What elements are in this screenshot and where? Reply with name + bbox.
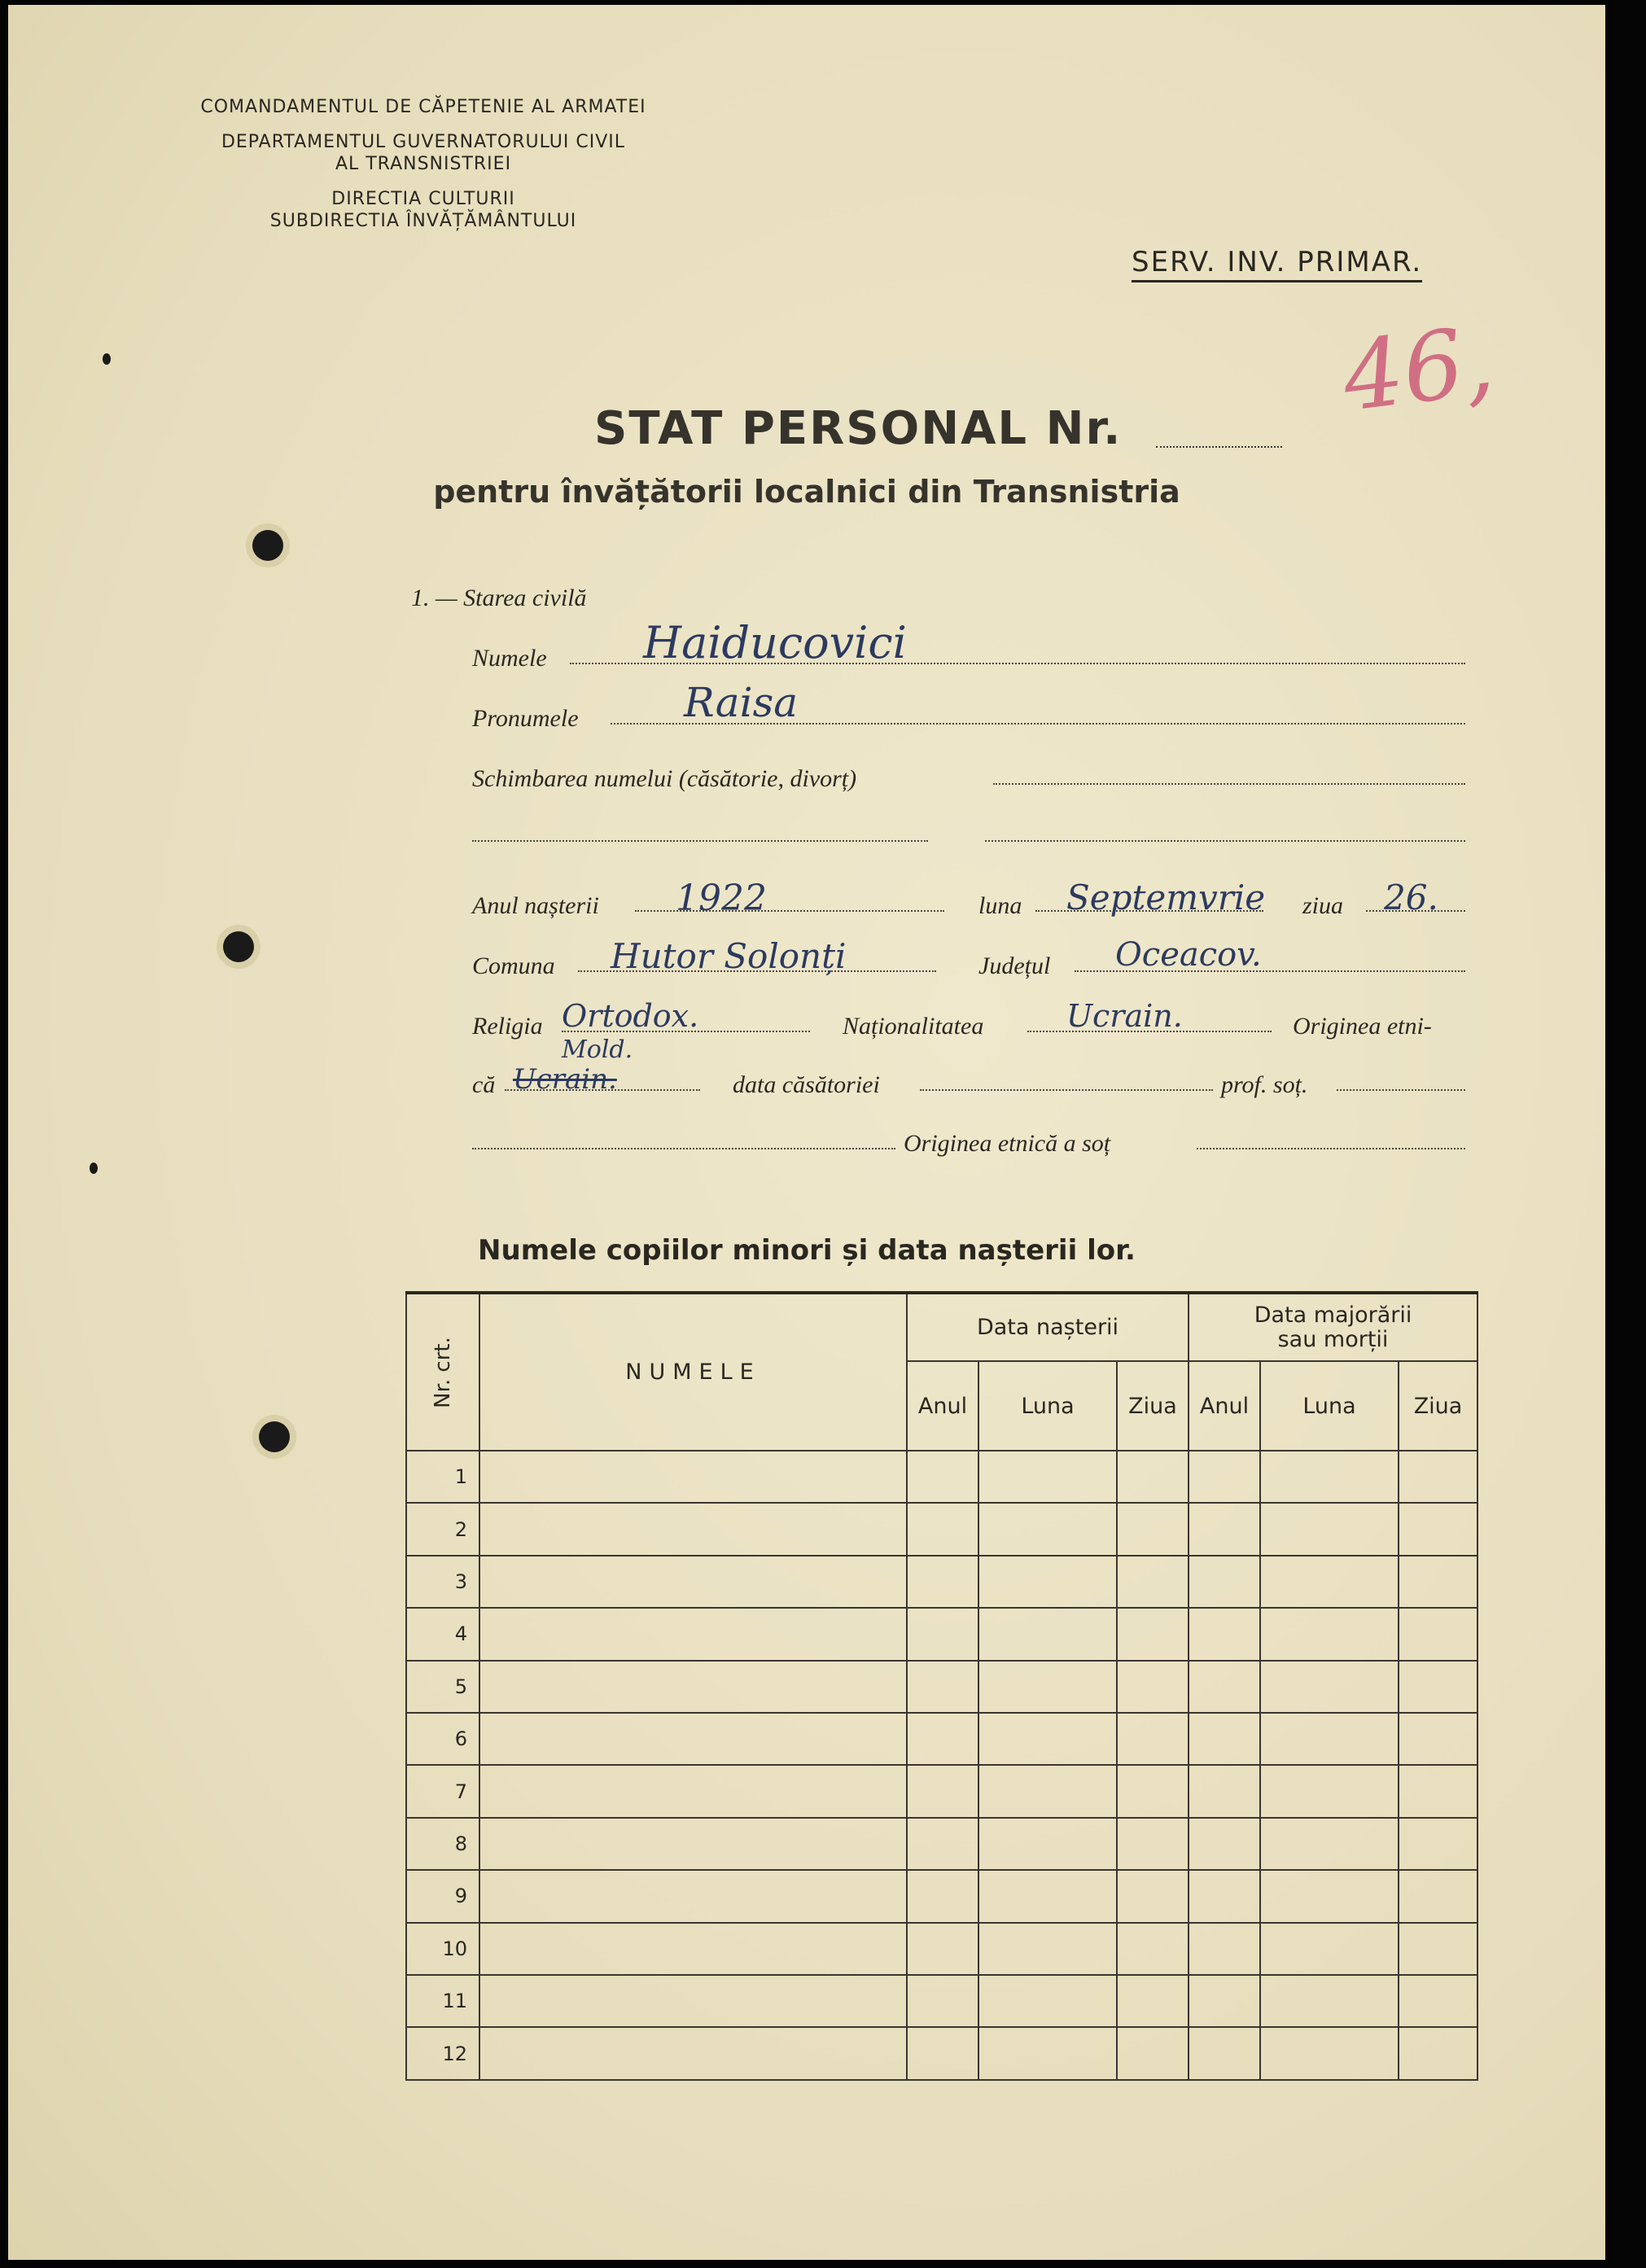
table-cell [479,1923,907,1975]
data-casatoriei-line [920,1089,1213,1091]
authority-line: DIRECTIA CULTURII [331,189,515,209]
comuna-value: Hutor Solonți [611,936,847,976]
table-cell [978,1923,1117,1975]
table-cell [907,2027,978,2080]
table-cell [479,1661,907,1713]
table-cell [1189,1923,1260,1975]
table-cell [479,1713,907,1765]
row-number: 2 [406,1503,479,1555]
row-number: 3 [406,1556,479,1608]
table-cell [1399,1556,1477,1608]
table-cell [978,1451,1117,1503]
authority-line: SUBDIRECTIA ÎNVĂȚĂMÂNTULUI [269,211,577,231]
table-cell [1260,1661,1399,1713]
comuna-label: Comuna [472,952,555,979]
nationalitatea-value: Ucrain. [1066,998,1183,1034]
col-numele-header: NUMELE [479,1293,907,1451]
table-cell [1399,1503,1477,1555]
table-cell [1117,1503,1189,1555]
table-cell [1117,1556,1189,1608]
row-number: 12 [406,2027,479,2080]
table-cell [1399,1661,1477,1713]
table-cell [907,1923,978,1975]
authority-line: COMANDAMENTUL DE CĂPETENIE AL ARMATEI [200,97,646,117]
row-number: 11 [406,1975,479,2027]
table-row [406,1923,1477,1975]
table-cell [907,1661,978,1713]
originea-sot-line-left [472,1148,895,1149]
table-row [406,1661,1477,1713]
table-cell [978,1608,1117,1660]
table-cell [479,1608,907,1660]
prof-sot-label: prof. soț. [1221,1071,1308,1098]
table-row [406,1870,1477,1922]
table-cell [1399,1608,1477,1660]
table-cell [907,1503,978,1555]
table-cell [1189,1556,1260,1608]
pin-mark [90,1162,98,1174]
table-cell [907,1818,978,1870]
table-cell [1189,1713,1260,1765]
table-cell [1189,1765,1260,1817]
table-cell [907,1870,978,1922]
sub-luna-header: Luna [978,1361,1117,1451]
schimbarea-line-2 [472,840,928,842]
table-cell [907,1975,978,2027]
table-cell [978,1503,1117,1555]
table-row [406,2027,1477,2080]
punch-hole [223,931,254,962]
table-cell [978,1870,1117,1922]
table-cell [1117,1713,1189,1765]
pronumele-label: Pronumele [472,705,579,732]
table-cell [479,1870,907,1922]
table-cell [1399,2027,1477,2080]
table-cell [1399,1818,1477,1870]
table-cell [479,1975,907,2027]
row-number: 6 [406,1713,479,1765]
children-table [405,1291,1478,2081]
table-cell [907,1765,978,1817]
page-subtitle: pentru învățătorii localnici din Transnistria [433,474,1180,510]
table-cell [1117,1451,1189,1503]
table-cell [1260,1503,1399,1555]
table-row [406,1765,1477,1817]
table-cell [978,1556,1117,1608]
group-birth-header: Data nașterii [907,1293,1189,1361]
table-cell [978,1975,1117,2027]
group-major-label: Data majorării [1254,1302,1412,1328]
table-cell [1117,1975,1189,2027]
row-number: 7 [406,1765,479,1817]
ca-value: Mold. [562,1035,633,1064]
table-cell [1260,1713,1399,1765]
title-number-line [1156,446,1282,448]
ca-label: că [472,1071,496,1098]
service-label: SERV. INV. PRIMAR. [1132,246,1422,282]
numele-value: Haiducovici [643,617,907,668]
table-row [406,1451,1477,1503]
table-cell [1189,1503,1260,1555]
luna-value: Septemvrie [1066,878,1266,917]
children-table-title: Numele copiilor minori și data nașterii lor. [478,1234,1136,1267]
data-casatoriei-label: data căsătoriei [733,1071,880,1098]
table-cell [1260,1556,1399,1608]
religia-label: Religia [472,1013,543,1040]
table-cell [1117,1765,1189,1817]
anul-value: 1922 [676,878,767,919]
table-cell [1399,1870,1477,1922]
numele-label: Numele [472,645,547,672]
table-cell [1117,1870,1189,1922]
table-row [406,1818,1477,1870]
table-cell [1260,1451,1399,1503]
row-number: 1 [406,1451,479,1503]
table-row [406,1503,1477,1555]
table-cell [1260,1608,1399,1660]
table-row [406,1556,1477,1608]
col-nr-label: Nr. crt. [430,1337,455,1408]
table-cell [1117,1661,1189,1713]
table-cell [1189,1818,1260,1870]
table-cell [1189,1608,1260,1660]
table-row [406,1608,1477,1660]
table-cell [1189,1661,1260,1713]
table-cell [1399,1713,1477,1765]
table-cell [1260,2027,1399,2080]
table-cell [479,1818,907,1870]
table-cell [479,1765,907,1817]
sub-anul-header-2: Anul [1189,1361,1260,1451]
table-cell [479,2027,907,2080]
row-number: 4 [406,1608,479,1660]
table-cell [1399,1975,1477,2027]
table-row [406,1713,1477,1765]
table-cell [1189,1451,1260,1503]
authority-line: AL TRANSNISTRIEI [335,154,512,174]
table-cell [1117,2027,1189,2080]
table-cell [978,1765,1117,1817]
ziua-label: ziua [1302,892,1344,919]
issuing-authority [106,96,741,232]
pin-mark [103,353,111,365]
table-cell [1189,1975,1260,2027]
originea-sot-line [1197,1148,1465,1149]
authority-line: DEPARTAMENTUL GUVERNATORULUI CIVIL [221,132,626,152]
pronumele-value: Raisa [684,679,799,726]
schimbarea-label: Schimbarea numelui (căsătorie, divorț) [472,765,857,792]
anul-label: Anul nașterii [472,892,599,919]
table-row [406,1975,1477,2027]
table-cell [1117,1923,1189,1975]
sub-luna-header-2: Luna [1260,1361,1399,1451]
sub-ziua-header: Ziua [1117,1361,1189,1451]
table-cell [1260,1975,1399,2027]
table-cell [907,1713,978,1765]
table-cell [1399,1765,1477,1817]
judetul-label: Județul [978,952,1051,979]
table-cell [1189,1870,1260,1922]
section-heading: 1. — Starea civilă [411,585,587,611]
table-cell [1260,1765,1399,1817]
nationalitatea-label: Naționalitatea [843,1013,984,1040]
table-cell [907,1556,978,1608]
sub-ziua-header-2: Ziua [1399,1361,1477,1451]
religia-value: Ortodox. [562,998,699,1034]
row-number: 10 [406,1923,479,1975]
document-page [8,5,1605,2260]
originea-label: Originea etni- [1293,1013,1432,1040]
row-number: 9 [406,1870,479,1922]
ziua-value: 26. [1384,878,1438,917]
table-cell [1260,1923,1399,1975]
sub-anul-header: Anul [907,1361,978,1451]
judetul-value: Oceacov. [1115,936,1262,974]
row-number: 5 [406,1661,479,1713]
punch-hole [252,530,283,561]
table-cell [978,1818,1117,1870]
table-cell [1260,1870,1399,1922]
schimbarea-line-3 [985,840,1465,842]
table-cell [1260,1818,1399,1870]
table-cell [1399,1923,1477,1975]
table-cell [1399,1451,1477,1503]
ca-value-struck: Ucrain. [513,1063,617,1096]
table-cell [907,1608,978,1660]
col-nr-header [406,1293,479,1451]
row-number: 8 [406,1818,479,1870]
table-cell [479,1451,907,1503]
table-cell [479,1556,907,1608]
prof-sot-line [1337,1089,1465,1091]
table-cell [1117,1608,1189,1660]
handwritten-number: 46, [1337,305,1500,433]
table-cell [907,1451,978,1503]
group-major-label-2: sau morții [1277,1326,1389,1352]
table-cell [479,1503,907,1555]
table-cell [978,1661,1117,1713]
schimbarea-line [993,783,1465,785]
luna-label: luna [978,892,1022,919]
originea-sot-label: Originea etnică a soț [904,1130,1111,1157]
table-cell [978,1713,1117,1765]
page-title: STAT PERSONAL Nr. [594,402,1123,455]
table-cell [1189,2027,1260,2080]
table-cell [978,2027,1117,2080]
table-cell [1117,1818,1189,1870]
punch-hole [259,1421,290,1452]
group-major-header [1189,1293,1477,1361]
